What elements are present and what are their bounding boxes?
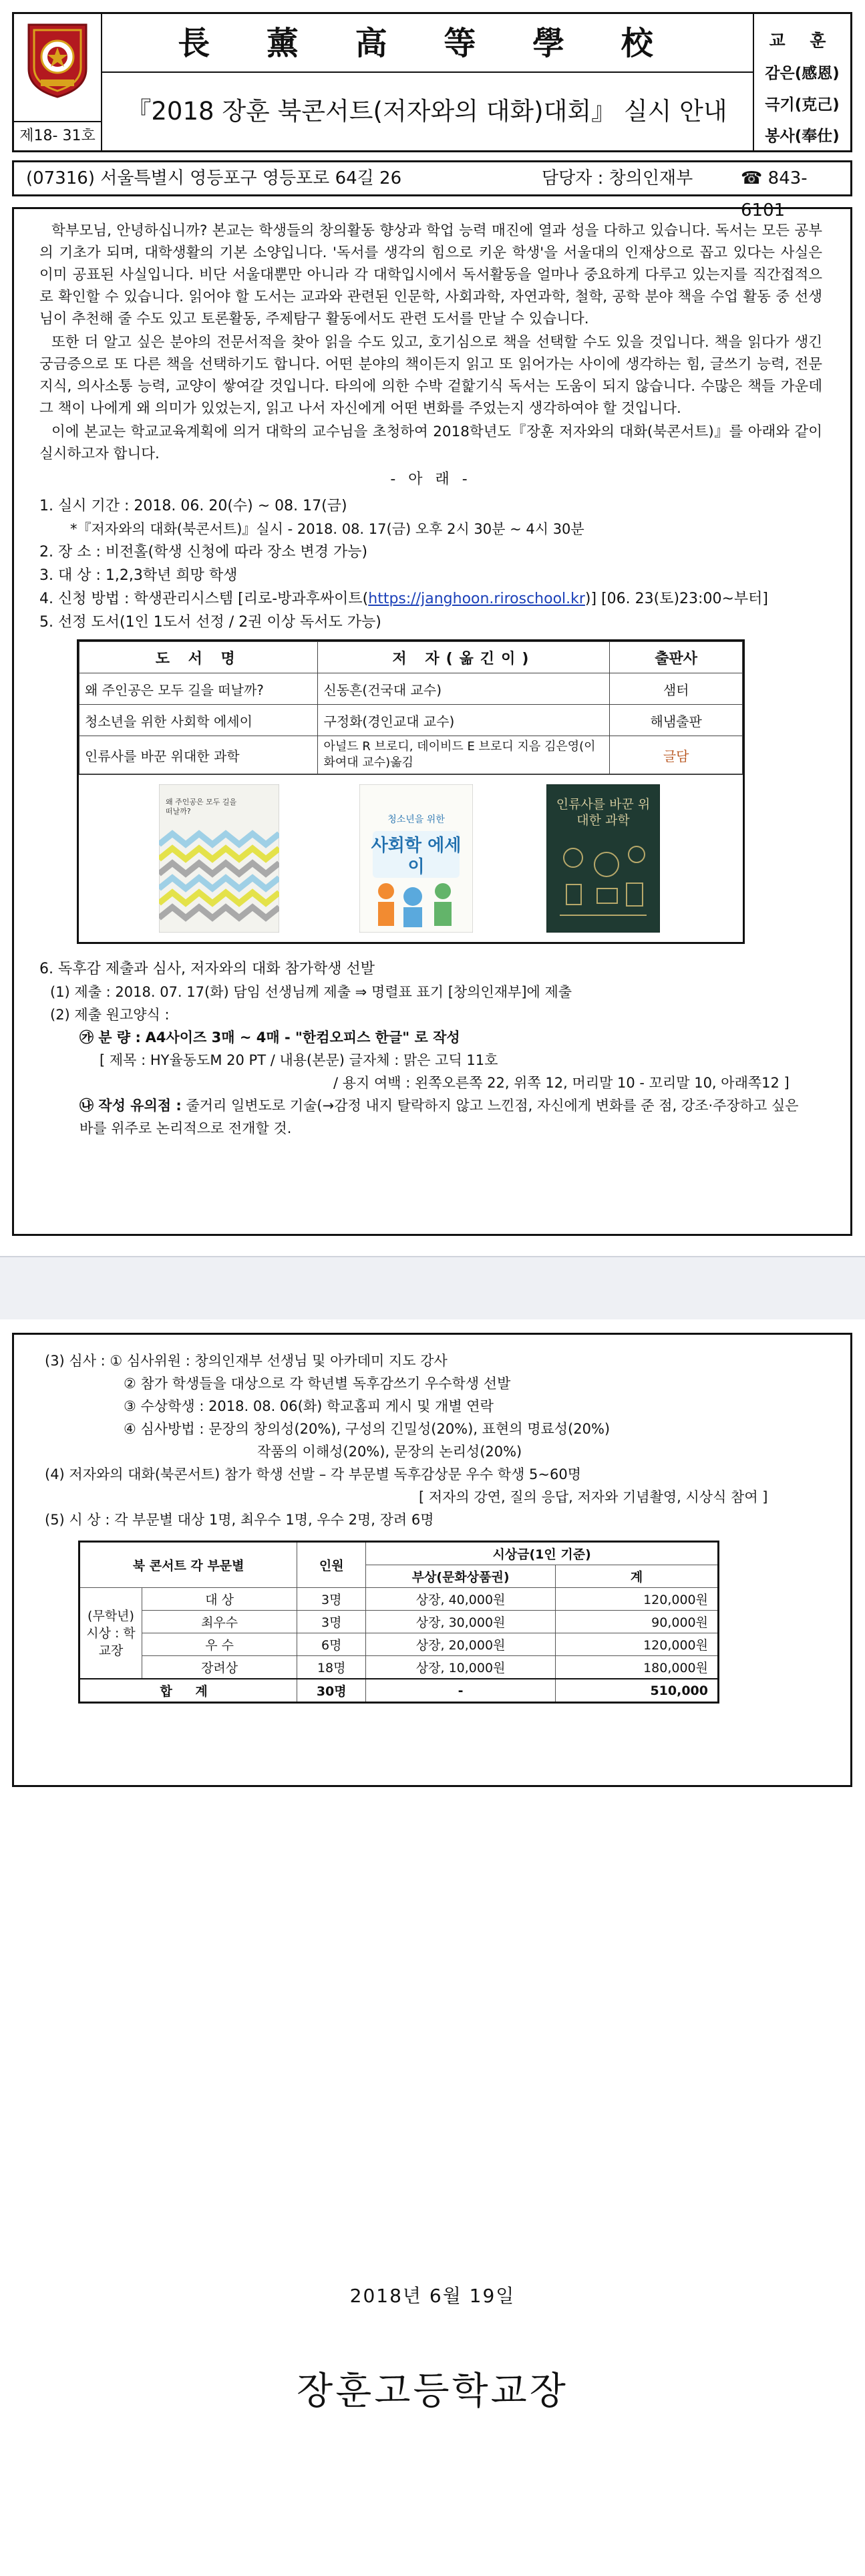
award-item: 상장, 40,000원 — [366, 1588, 556, 1611]
award-item: 상장, 20,000원 — [366, 1633, 556, 1656]
school-address: (07316) 서울특별시 영등포구 영등포로 64길 26 — [26, 168, 402, 188]
review-line-6: (5) 시 상 : 각 부문별 대상 1명, 최우수 1명, 우수 2명, 장려 6명 — [45, 1512, 434, 1528]
section-6-title: 6. 독후감 제출과 심사, 저자와의 대화 참가학생 선발 — [39, 961, 375, 977]
award-name: 장려상 — [142, 1656, 297, 1679]
below-heading: - 아 래 - — [390, 471, 472, 488]
award-people: 18명 — [297, 1656, 366, 1679]
cover-3-title: 인류사를 바꾼 위대한 과학 — [556, 797, 651, 828]
award-name: 대 상 — [142, 1588, 297, 1611]
award-name: 우 수 — [142, 1633, 297, 1656]
table-row-total — [79, 1679, 719, 1703]
award-item: 상장, 10,000원 — [366, 1656, 556, 1679]
award-total: 120,000원 — [556, 1588, 719, 1611]
table-row — [79, 1633, 719, 1656]
sum-item: - — [366, 1679, 556, 1703]
table-row — [79, 673, 743, 705]
sum-label: 합 계 — [79, 1679, 297, 1703]
item-place: 2. 장 소 : 비전홀(학생 신청에 따라 장소 변경 가능) — [39, 544, 368, 560]
caution-label: ㉯ 작성 유의점 : — [79, 1098, 182, 1114]
review-line-1: (3) 심사 : ① 심사위원 : 창의인재부 선생님 및 아카데미 지도 강사 — [45, 1353, 448, 1369]
motto-item: 감은(感恩) — [765, 65, 840, 82]
item-books: 5. 선정 도서(1인 1도서 선정 / 2권 이상 독서도 가능) — [39, 614, 381, 631]
address-bar — [12, 160, 852, 220]
page-1 — [0, 0, 865, 1256]
book-table — [79, 641, 743, 774]
page-gap — [0, 1256, 865, 1321]
col-total: 계 — [556, 1565, 719, 1588]
sum-total: 510,000 — [556, 1679, 719, 1703]
review-line-4b: 작품의 이해성(20%), 문장의 논리성(20%) — [257, 1444, 522, 1460]
prize-table — [78, 1541, 719, 1704]
document-title: 『2018 장훈 북콘서트(저자와의 대화)대회』 실시 안내 — [126, 97, 727, 126]
review-line-2: ② 참가 학생들을 대상으로 각 학년별 독후감쓰기 우수학생 선발 — [124, 1376, 511, 1392]
apply-prefix: 4. 신청 방법 : 학생관리시스템 [리로-방과후싸이트( — [39, 591, 369, 607]
review-box — [12, 1333, 852, 1787]
award-total: 90,000원 — [556, 1611, 719, 1633]
review-line-5b: [ 저자의 강연, 질의 응답, 저자와 기념촬영, 시상식 참여 ] — [419, 1489, 768, 1505]
award-item: 상장, 30,000원 — [366, 1611, 556, 1633]
group-label: (무학년) 시상 : 학교장 — [79, 1588, 142, 1679]
book-author: 아널드 R 브로디, 데이비드 E 브로디 지음 김은영(이화여대 교수)옮김 — [318, 736, 610, 774]
col-people: 인원 — [297, 1542, 366, 1588]
col-item: 부상(문화상품권) — [366, 1565, 556, 1588]
page-2 — [0, 1319, 865, 2576]
intro-paragraph: 또한 더 알고 싶은 분야의 전문서적을 찾아 읽을 수도 있고, 호기심으로 책을 선택할 수도 있을 것입니다. 책을 읽다가 생긴 궁금증으로 또 다른 책을 선택하기도 합니다. 어떤 분야의 책이든지 읽고 또 읽어가는 사이에 생각하는 힘, 글쓰기 능력, 전문지식, 의사소통 능력, 교양이 쌓여갈 것입니다. 타의에 의한 수박 겉핥기식 독서는 도움이 되지 않습니다. 수많은 책들 가운데 그 책이 나에게 왜 의미가 있었는지, 읽고 나서 자신에게 어떤 변화를 주었는지 생각하여야 할 것입니다. — [39, 334, 822, 417]
submit-line: (1) 제출 : 2018. 07. 17(화) 담임 선생님께 제출 ⇒ 명렬표 표기 [창의인재부]에 제출 — [50, 984, 572, 1000]
col-publisher: 출판사 — [610, 642, 743, 673]
intro-paragraph: 이에 본교는 학교교육계획에 의거 대학의 교수님을 초청하여 2018학년도『장훈 저자와의 대화(북콘서트)』를 아래와 같이 실시하고자 합니다. — [39, 424, 822, 462]
review-line-5: (4) 저자와의 대화(북콘서트) 참가 학생 선발 – 각 부문별 독후감상문 우수 학생 5~60명 — [45, 1466, 581, 1482]
table-row — [79, 1588, 719, 1611]
motto-heading: 교 훈 — [769, 31, 836, 50]
letterhead — [12, 12, 852, 152]
school-name: 長 薰 高 等 學 校 — [101, 14, 753, 73]
award-people: 6명 — [297, 1633, 366, 1656]
school-emblem-icon — [26, 22, 89, 100]
table-row — [79, 705, 743, 736]
book-title: 청소년을 위한 사회학 에세이 — [79, 705, 318, 736]
sum-people: 30명 — [297, 1679, 366, 1703]
award-name: 최우수 — [142, 1611, 297, 1633]
award-total: 120,000원 — [556, 1633, 719, 1656]
font-spec-line: [ 제목 : HY율동도M 20 PT / 내용(본문) 글자체 : 맑은 고딕 11호 — [100, 1052, 498, 1068]
award-people: 3명 — [297, 1611, 366, 1633]
cover-2-title: 사회학 에세이 — [371, 836, 462, 877]
title-cell — [101, 14, 753, 150]
book-author: 신동흔(건국대 교수) — [318, 673, 610, 705]
book-covers — [79, 774, 743, 942]
emblem-cell — [14, 14, 102, 150]
format-title: (2) 제출 원고양식 : — [50, 1007, 170, 1023]
amount-line — [39, 1026, 822, 1049]
margin-spec-line: / 용지 여백 : 왼쪽오른쪽 22, 위쪽 12, 머리말 10 - 꼬리말 10, 아래쪽12 ] — [333, 1075, 790, 1091]
book-title: 왜 주인공은 모두 길을 떠날까? — [79, 673, 318, 705]
table-row — [79, 1611, 719, 1633]
document-number: 제18- 31호 — [14, 121, 101, 150]
cover-2-kicker: 청소년을 위한 — [387, 814, 445, 825]
item-apply — [39, 587, 822, 611]
book-title: 인류사를 바꾼 위대한 과학 — [79, 736, 318, 774]
book-table-box — [77, 639, 745, 944]
caution-line — [39, 1094, 822, 1140]
book-publisher: 글담 — [610, 736, 743, 774]
col-title: 도 서 명 — [79, 642, 318, 673]
col-category: 북 콘서트 각 부문별 — [79, 1542, 297, 1588]
book-author: 구정화(경인교대 교수) — [318, 705, 610, 736]
col-money: 시상금(1인 기준) — [366, 1542, 719, 1565]
award-total: 180,000원 — [556, 1656, 719, 1679]
notice-body — [12, 207, 852, 1236]
table-row — [79, 736, 743, 774]
review-line-3: ③ 수상학생 : 2018. 08. 06(화) 학교홈피 게시 및 개별 연락 — [124, 1398, 494, 1414]
item-period: 1. 실시 기간 : 2018. 06. 20(수) ~ 08. 17(금) — [39, 498, 347, 514]
principal-signature: 장훈고등학교장 — [297, 2370, 568, 2413]
col-author: 저 자(옮긴이) — [318, 642, 610, 673]
intro-paragraph: 학부모님, 안녕하십니까? 본교는 학생들의 창의활동 향상과 학업 능력 매진에 열과 성을 다하고 있습니다. 독서는 모든 공부의 기초가 되며, 대학생활의 기본 소양입니다. '독서를 생각의 힘으로 키운 학생'을 서울대의 인재상으로 꼽고 있다는 사실은 이미 공표된 사실입니다. 비단 서울대뿐만 아니라 각 대학입시에서 독서활동을 얼마나 중요하게 다루고 있는지를 직간접적으로 확인할 수 있습니다. 읽어야 할 도서는 교과와 관련된 인문학, 사회과학, 자연과학, 철학, 공학 분야 책을 수업 활동 중 선생님이 추천해 줄 수도 있고 토론활동, 주제탐구 활동에서도 관련 도서를 만날 수 있습니다. — [39, 222, 822, 327]
review-line-4: ④ 심사방법 : 문장의 창의성(20%), 구성의 긴밀성(20%), 표현의 명료성(20%) — [124, 1421, 611, 1437]
caution-value: 줄거리 일변도로 기술(→감정 내지 탈락하지 않고 느낀점, 자신에게 변화를 준 점, 강조·주장하고 싶은 바를 위주로 논리적으로 전개할 것. — [79, 1098, 799, 1136]
apply-suffix: )] [06. 23(토)23:00~부터] — [584, 591, 768, 607]
amount-label: ㉮ 분 량 : — [79, 1029, 141, 1045]
item-target: 3. 대 상 : 1,2,3학년 희망 학생 — [39, 567, 238, 584]
issue-date: 2018년 6월 19일 — [349, 2285, 516, 2307]
motto-item: 봉사(奉仕) — [765, 128, 840, 145]
book-publisher: 샘터 — [610, 673, 743, 705]
contact-person: 담당자 : 창의인재부 — [542, 168, 693, 188]
cover-1-title: 왜 주인공은 모두 길을 떠날까? — [166, 798, 237, 816]
award-people: 3명 — [297, 1588, 366, 1611]
book-publisher: 해냄출판 — [610, 705, 743, 736]
amount-value: A4사이즈 3매 ~ 4매 - "한컴오피스 한글" 로 작성 — [145, 1029, 460, 1045]
table-row — [79, 1656, 719, 1679]
school-motto — [753, 14, 850, 150]
phone-number: ☎ 843-6101 — [741, 168, 808, 220]
motto-item: 극기(克己) — [765, 96, 840, 114]
item-period-note: *『저자와의 대화(북콘서트)』실시 - 2018. 08. 17(금) 오후 2시 30분 ~ 4시 30분 — [70, 521, 584, 537]
apply-link[interactable]: https://janghoon.riroschool.kr — [368, 591, 585, 607]
